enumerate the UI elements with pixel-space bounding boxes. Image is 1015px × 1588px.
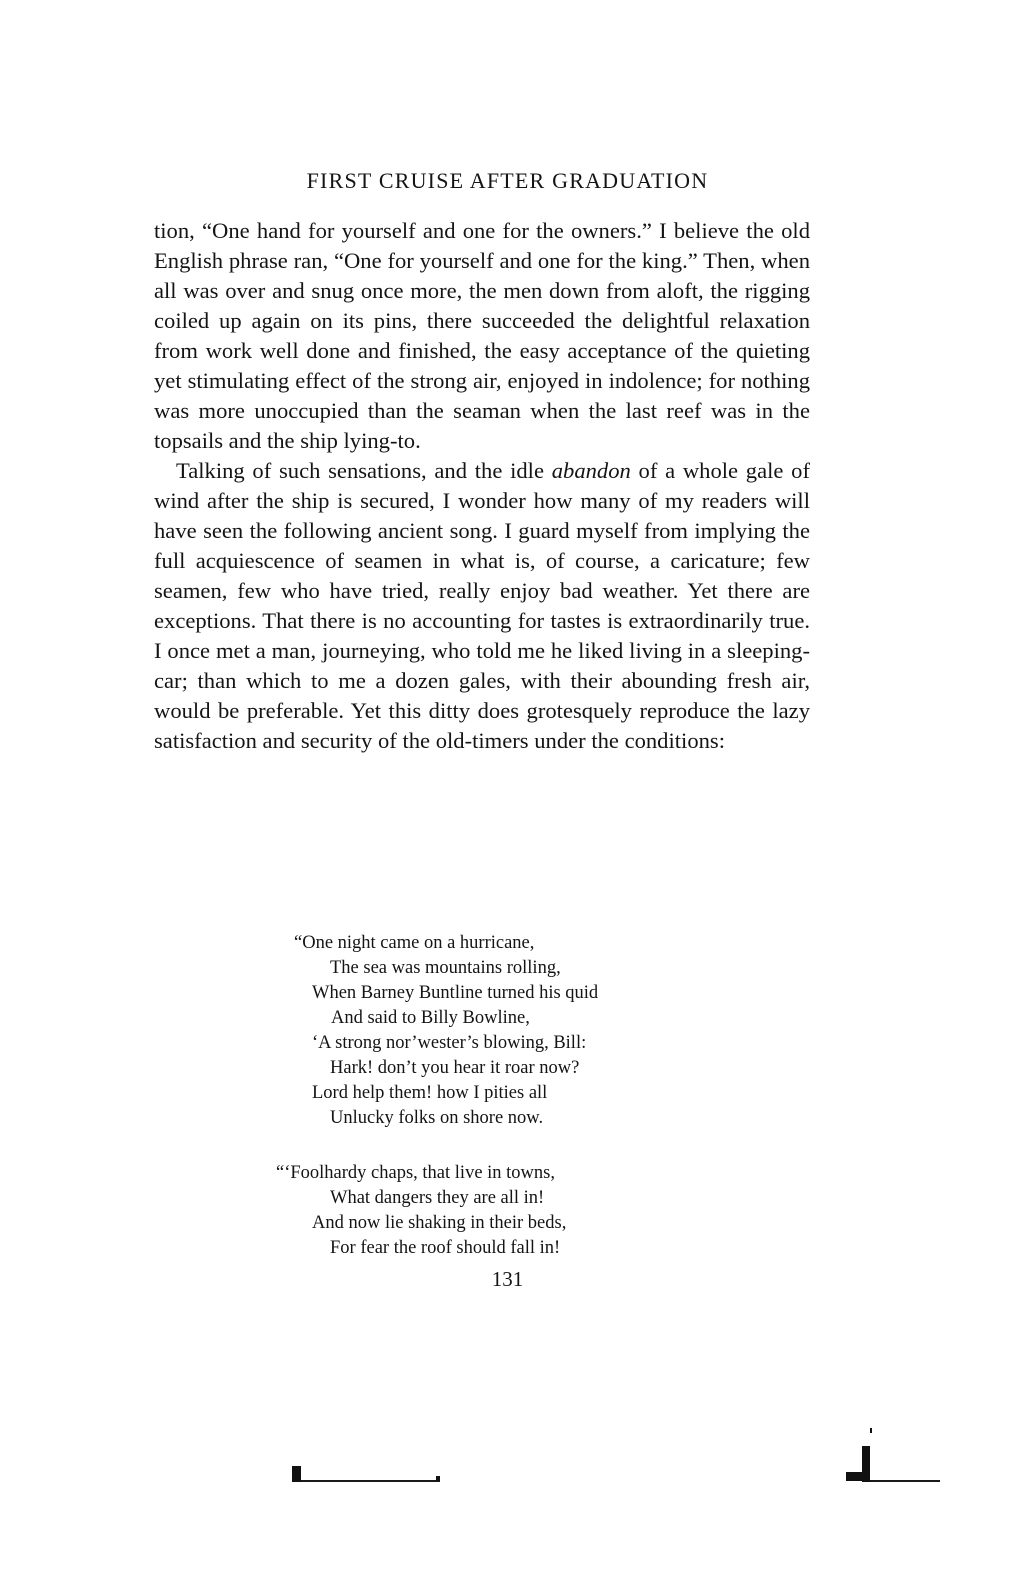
- page-number: 131: [491, 1267, 524, 1291]
- scan-artifact-stub-right: [846, 1472, 862, 1481]
- body-text: [154, 216, 810, 756]
- verse-line: ‘A strong nor’wester’s blowing, Bill:: [312, 1033, 587, 1053]
- scan-artifact-mark-right: [862, 1446, 870, 1482]
- scan-artifact-dot-left: [436, 1476, 440, 1481]
- verse-line: When Barney Buntline turned his quid: [312, 983, 599, 1003]
- verse-line: Lord help them! how I pities all: [312, 1083, 548, 1103]
- verse-line: And now lie shaking in their beds,: [312, 1213, 567, 1233]
- italic-abandon: abandon: [551, 458, 631, 483]
- paragraph-2-start: Talking of such sensations, and the idle: [176, 458, 552, 483]
- scan-artifact-mark-left: [292, 1466, 301, 1482]
- verse-line: For fear the roof should fall in!: [330, 1238, 561, 1258]
- verse-line: “One night came on a hurricane,: [294, 933, 535, 953]
- verse-line: What dangers they are all in!: [330, 1188, 545, 1208]
- scan-artifact-dot-right: [870, 1428, 872, 1433]
- verse-line: Hark! don’t you hear it roar now?: [330, 1058, 580, 1078]
- verse-line: The sea was mountains rolling,: [330, 958, 561, 978]
- scan-artifact-rule-right: [868, 1480, 940, 1482]
- verse-line: “‘Foolhardy chaps, that live in towns,: [276, 1163, 555, 1183]
- scan-artifact-rule-left: [292, 1480, 440, 1482]
- paragraph-2: [154, 456, 810, 756]
- paragraph-1: tion, “One hand for yourself and one for the owners.” I believe the old English phrase ran, “One for yourself and one for the king.” Then, when all was over and snug once more, the men down from aloft, the rigging coiled up again on its pins, there succeeded the delightful relaxation from work well done and finished, the easy acceptance of the quieting yet stimulating effect of the strong air, enjoyed in indolence; for nothing was more unoccupied than the seaman when the last reef was in the topsails and the ship lying-to.: [154, 218, 810, 453]
- verse-line: And said to Billy Bowline,: [331, 1008, 530, 1028]
- paragraph-2-rest: of a whole gale of wind after the ship is secured, I wonder how many of my readers will have seen the following ancient song. I guard myself from implying the full acquiescence of seamen in what is, of course, a caricature; few seamen, few who have tried, really enjoy bad weather. Yet there are exceptions. That there is no accounting for tastes is extraordinarily true. I once met a man, journeying, who told me he liked living in a sleeping-car; than which to me a dozen gales, with their abounding fresh air, would be preferable. Yet this ditty does grotesquely reproduce the lazy satisfaction and security of the old-timers under the conditions:: [154, 458, 810, 753]
- running-head: FIRST CRUISE AFTER GRADUATION: [306, 168, 709, 193]
- verse-line: Unlucky folks on shore now.: [330, 1108, 544, 1128]
